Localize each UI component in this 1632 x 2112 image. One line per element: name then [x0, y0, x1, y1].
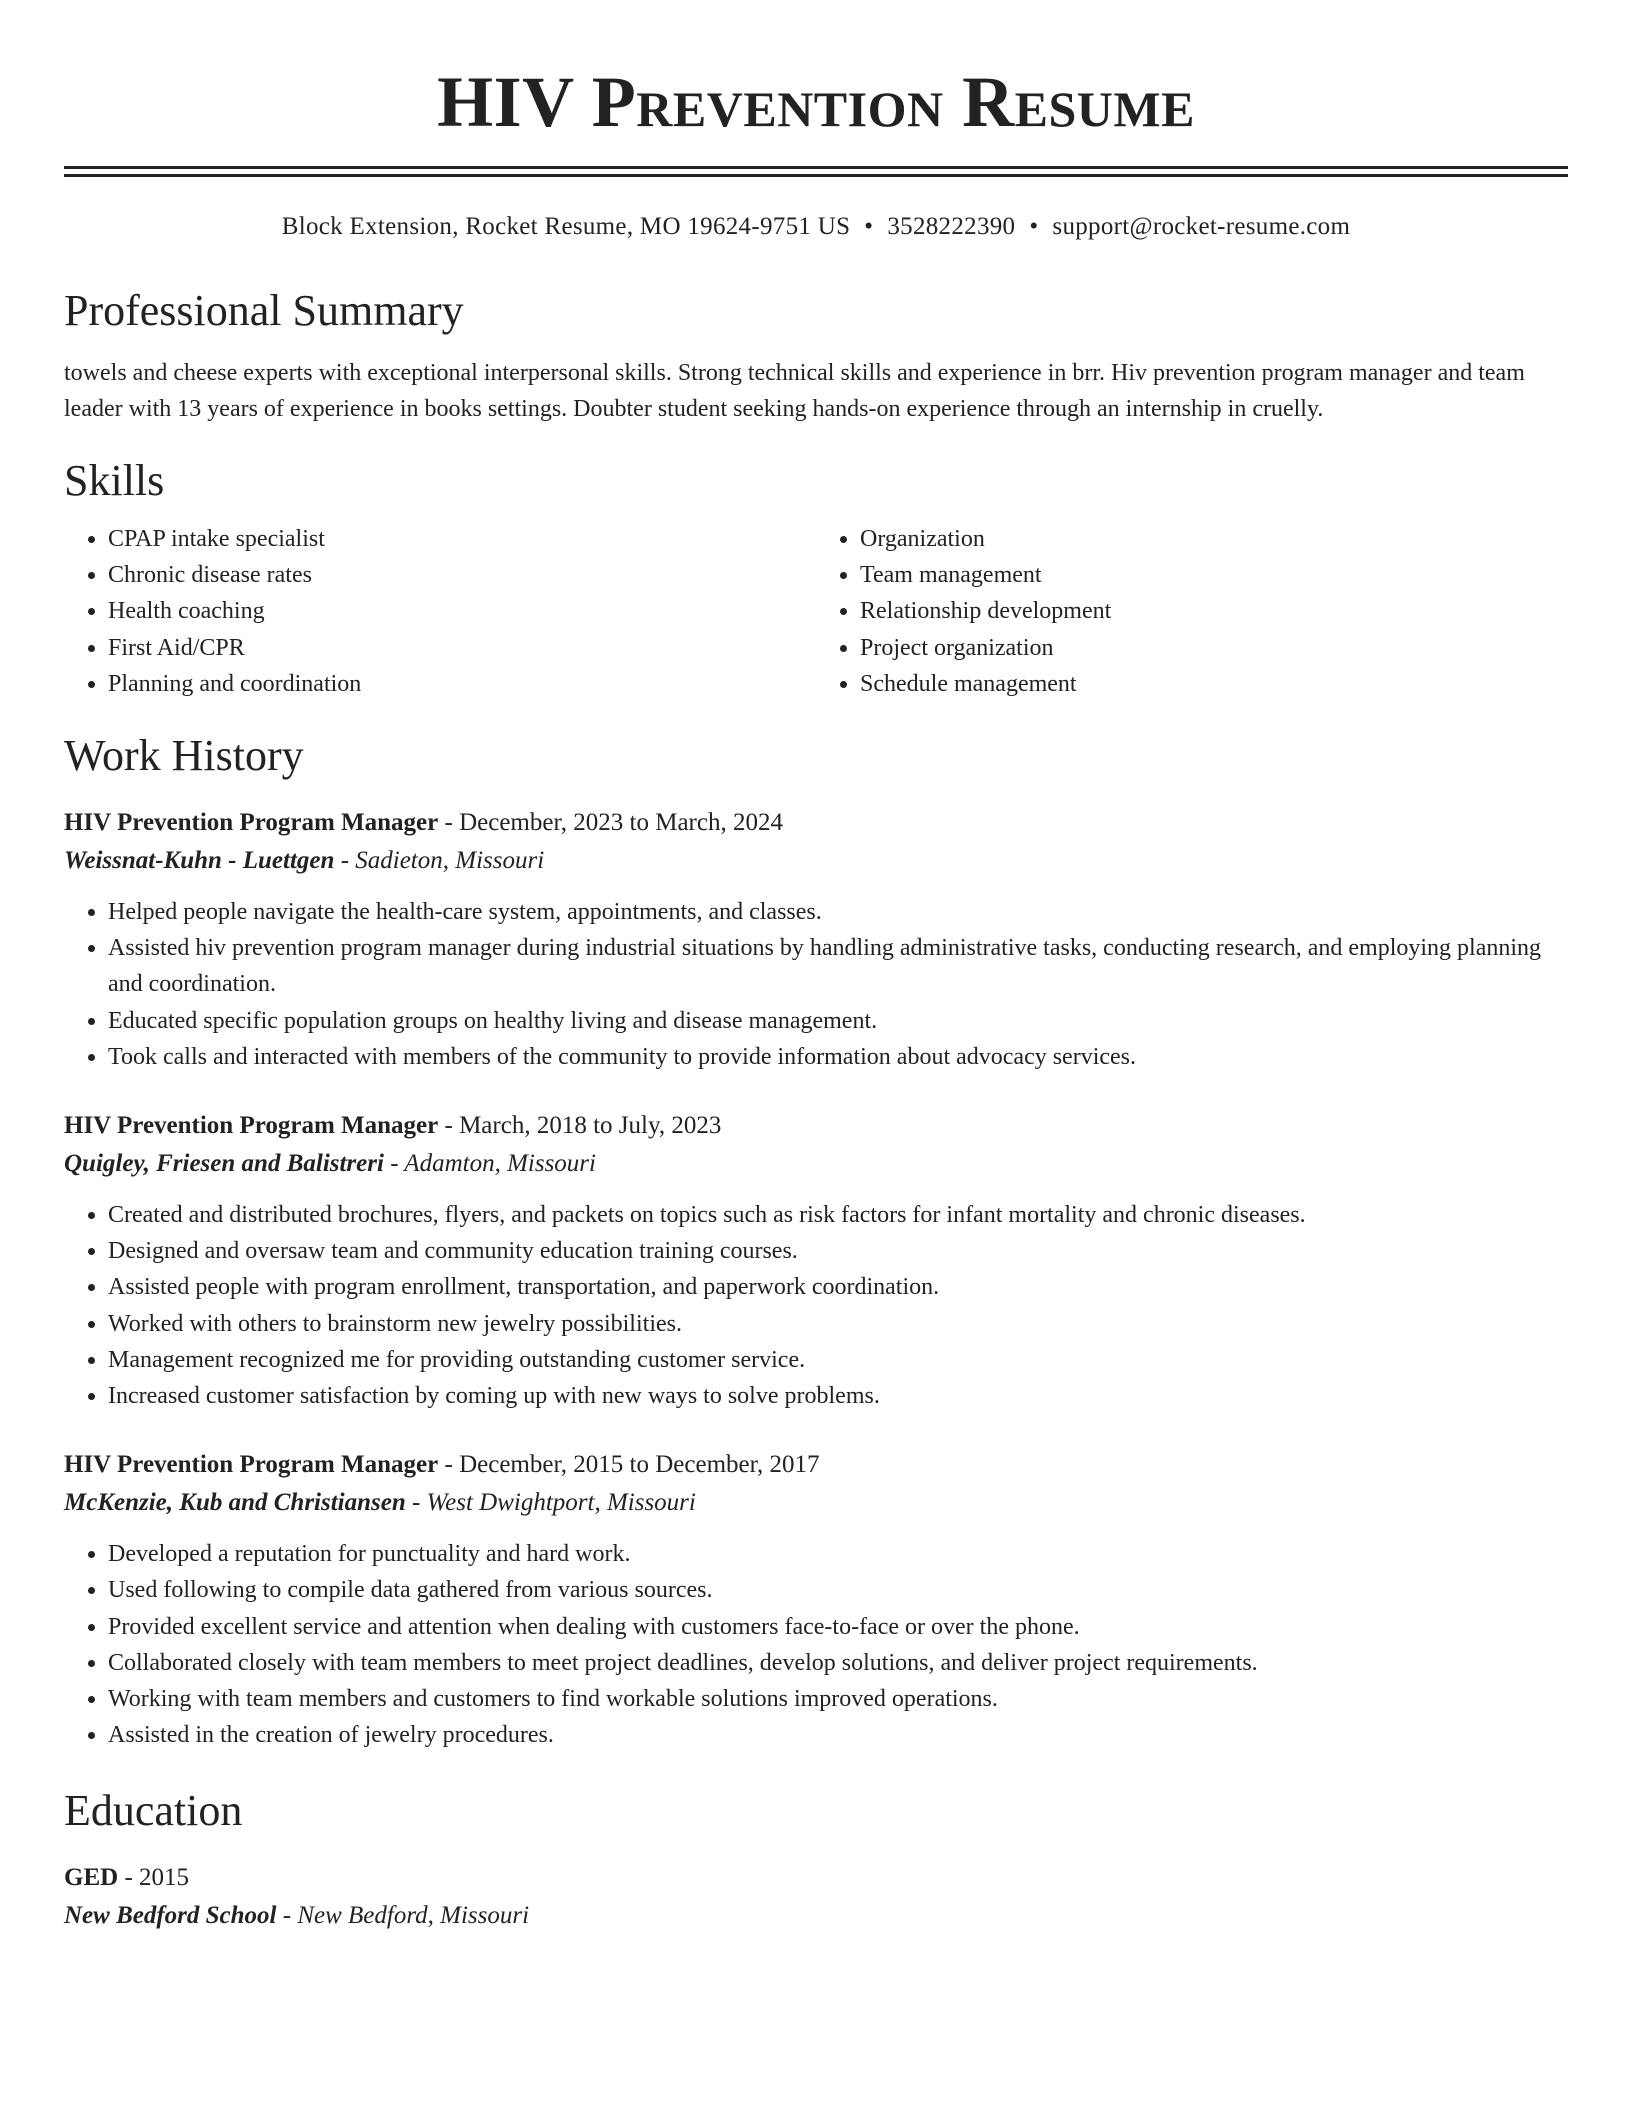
contact-separator: •	[1029, 213, 1039, 240]
page-title: HIV Prevention Resume	[437, 62, 1195, 142]
job-header	[64, 1107, 1568, 1145]
education-section	[64, 1783, 1568, 1935]
education-degree: GED	[64, 1864, 119, 1892]
skill-item: • Planning and coordination	[108, 666, 816, 702]
job-title: HIV Prevention Program Manager	[64, 1112, 439, 1140]
contact-line	[64, 211, 1568, 243]
job-bullet: • Collaborated closely with team members to meet project deadlines, develop solutions, and deliver project requirements.	[108, 1645, 1568, 1681]
job-employer	[64, 1145, 1568, 1183]
job-employer	[64, 842, 1568, 880]
skill-item: • Health coaching	[108, 593, 816, 629]
skills-list-right	[816, 521, 1568, 702]
skills-columns	[64, 521, 1568, 702]
job-company: McKenzie, Kub and Christiansen	[64, 1489, 406, 1517]
job-company: Quigley, Friesen and Balistreri	[64, 1150, 384, 1178]
job-bullet: • Management recognized me for providing outstanding customer service.	[108, 1342, 1568, 1378]
job-bullet: • Took calls and interacted with members of the community to provide information about advocacy services.	[108, 1039, 1568, 1075]
skill-item: • Schedule management	[860, 666, 1568, 702]
skills-list-left	[64, 521, 816, 702]
education-entry	[64, 1859, 1568, 1935]
job-bullet: • Educated specific population groups on healthy living and disease management.	[108, 1003, 1568, 1039]
job-bullet: • Helped people navigate the health-care system, appointments, and classes.	[108, 894, 1568, 930]
contact-address: Block Extension, Rocket Resume, MO 19624-9751 US	[281, 213, 851, 240]
job-bullet: • Assisted in the creation of jewelry procedures.	[108, 1717, 1568, 1753]
skills-heading: Skills	[64, 456, 165, 505]
skill-item: • Team management	[860, 557, 1568, 593]
job-dates: - December, 2015 to December, 2017	[438, 1451, 820, 1479]
education-school: New Bedford School	[64, 1902, 277, 1930]
job-bullets	[64, 1536, 1568, 1753]
job-location: - Adamton, Missouri	[383, 1150, 596, 1178]
contact-separator: •	[864, 213, 874, 240]
skill-item: • Relationship development	[860, 593, 1568, 629]
skill-item: • First Aid/CPR	[108, 630, 816, 666]
job-bullet: • Assisted hiv prevention program manager during industrial situations by handling administrative tasks, conducting research, and employing planning and coordination.	[108, 930, 1568, 1002]
job-dates: - March, 2018 to July, 2023	[438, 1112, 722, 1140]
skills-section	[64, 453, 1568, 702]
job-bullet: • Designed and oversaw team and community education training courses.	[108, 1233, 1568, 1269]
title-divider	[64, 166, 1568, 177]
job-bullet: • Working with team members and customers to find workable solutions improved operations.	[108, 1681, 1568, 1717]
job-bullet: • Increased customer satisfaction by coming up with new ways to solve problems.	[108, 1378, 1568, 1414]
job-dates: - December, 2023 to March, 2024	[438, 809, 783, 837]
job-title: HIV Prevention Program Manager	[64, 809, 439, 837]
job-title: HIV Prevention Program Manager	[64, 1451, 439, 1479]
job-bullet: • Provided excellent service and attention when dealing with customers face-to-face or over the phone.	[108, 1609, 1568, 1645]
skill-item: • CPAP intake specialist	[108, 521, 816, 557]
skill-item: • Project organization	[860, 630, 1568, 666]
contact-email: support@rocket-resume.com	[1052, 213, 1351, 240]
job-header	[64, 1446, 1568, 1484]
job-bullets	[64, 894, 1568, 1075]
education-heading: Education	[64, 1786, 243, 1836]
work-history-section	[64, 728, 1568, 1753]
job-entry	[64, 1107, 1568, 1414]
job-company: Weissnat-Kuhn - Luettgen	[64, 847, 335, 875]
education-header	[64, 1859, 1568, 1897]
job-location: - Sadieton, Missouri	[334, 847, 545, 875]
job-entry	[64, 804, 1568, 1075]
summary-text: towels and cheese experts with exceptional interpersonal skills. Strong technical skills and experience in brr. Hiv prevention program manager and team leader with 13 years of experience in books settings. Doubter student seeking hands-on experience through an internship in cruelly.	[64, 360, 1525, 422]
job-location: - West Dwightport, Missouri	[405, 1489, 696, 1517]
education-year: - 2015	[118, 1864, 190, 1892]
work-history-heading: Work History	[64, 731, 304, 781]
job-employer	[64, 1484, 1568, 1522]
summary-section	[64, 283, 1568, 427]
job-bullet: • Created and distributed brochures, flyers, and packets on topics such as risk factors for infant mortality and chronic diseases.	[108, 1197, 1568, 1233]
job-bullet: • Used following to compile data gathered from various sources.	[108, 1572, 1568, 1608]
job-bullet: • Assisted people with program enrollment, transportation, and paperwork coordination.	[108, 1269, 1568, 1305]
contact-phone: 3528222390	[887, 213, 1016, 240]
job-header	[64, 804, 1568, 842]
skill-item: • Chronic disease rates	[108, 557, 816, 593]
education-school-line	[64, 1897, 1568, 1935]
skill-item: • Organization	[860, 521, 1568, 557]
job-entry	[64, 1446, 1568, 1753]
job-bullets	[64, 1197, 1568, 1414]
summary-heading: Professional Summary	[64, 286, 464, 335]
education-location: - New Bedford, Missouri	[276, 1902, 530, 1930]
job-bullet: • Worked with others to brainstorm new jewelry possibilities.	[108, 1306, 1568, 1342]
job-bullet: • Developed a reputation for punctuality and hard work.	[108, 1536, 1568, 1572]
